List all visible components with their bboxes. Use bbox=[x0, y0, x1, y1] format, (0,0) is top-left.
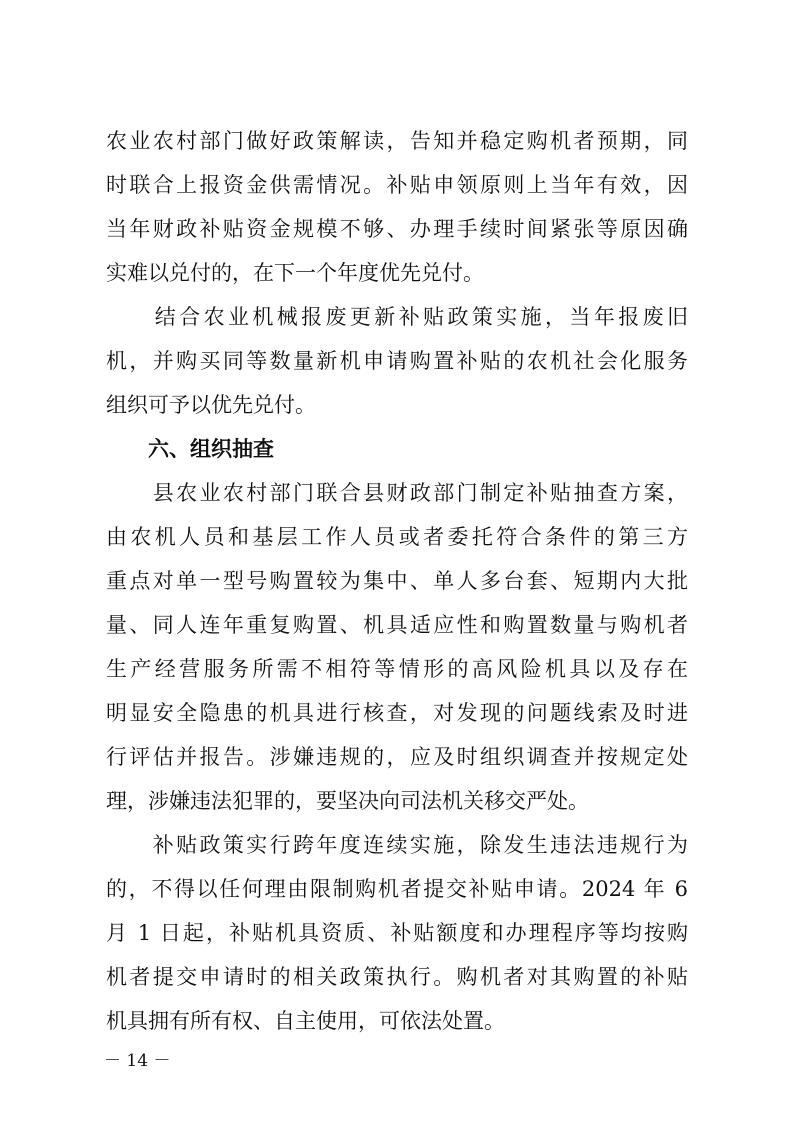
paragraph-line: 理，涉嫌违法犯罪的，要坚决向司法机关移交严处。 bbox=[106, 789, 589, 813]
paragraph-line: 结合农业机械报废更新补贴政策实施，当年报废旧 bbox=[106, 305, 688, 329]
page-number: － 14 － bbox=[104, 1051, 171, 1071]
paragraph-line: 明显安全隐患的机具进行核查，对发现的问题线索及时进 bbox=[106, 701, 688, 725]
paragraph-line: 补贴政策实行跨年度连续实施，除发生违法违规行为 bbox=[106, 833, 688, 857]
paragraph-line: 机具拥有所有权、自主使用，可依法处置。 bbox=[106, 1009, 505, 1033]
paragraph-line: 生产经营服务所需不相符等情形的高风险机具以及存在 bbox=[106, 657, 688, 681]
paragraph-line: 当年财政补贴资金规模不够、办理手续时间紧张等原因确 bbox=[106, 217, 688, 241]
paragraph-line: 机，并购买同等数量新机申请购置补贴的农机社会化服务 bbox=[106, 349, 688, 373]
paragraph-line: 由农机人员和基层工作人员或者委托符合条件的第三方 bbox=[106, 525, 688, 549]
paragraph-line: 量、同人连年重复购置、机具适应性和购置数量与购机者 bbox=[106, 613, 688, 637]
section-heading: 六、组织抽查 bbox=[106, 437, 274, 461]
paragraph-line: 实难以兑付的，在下一个年度优先兑付。 bbox=[106, 261, 484, 285]
paragraph-line: 组织可予以优先兑付。 bbox=[106, 393, 316, 417]
paragraph-line: 行评估并报告。涉嫌违规的，应及时组织调查并按规定处 bbox=[106, 745, 688, 769]
paragraph-line: 的，不得以任何理由限制购机者提交补贴申请。2024 年 6 bbox=[106, 877, 688, 901]
paragraph-line: 时联合上报资金供需情况。补贴申领原则上当年有效，因 bbox=[106, 173, 688, 197]
paragraph-line: 农业农村部门做好政策解读，告知并稳定购机者预期，同 bbox=[106, 129, 688, 153]
paragraph-line: 县农业农村部门联合县财政部门制定补贴抽查方案， bbox=[106, 481, 688, 505]
paragraph-line: 月 1 日起，补贴机具资质、补贴额度和办理程序等均按购 bbox=[106, 921, 688, 945]
paragraph-line: 机者提交申请时的相关政策执行。购机者对其购置的补贴 bbox=[106, 965, 688, 989]
paragraph-line: 重点对单一型号购置较为集中、单人多台套、短期内大批 bbox=[106, 569, 688, 593]
